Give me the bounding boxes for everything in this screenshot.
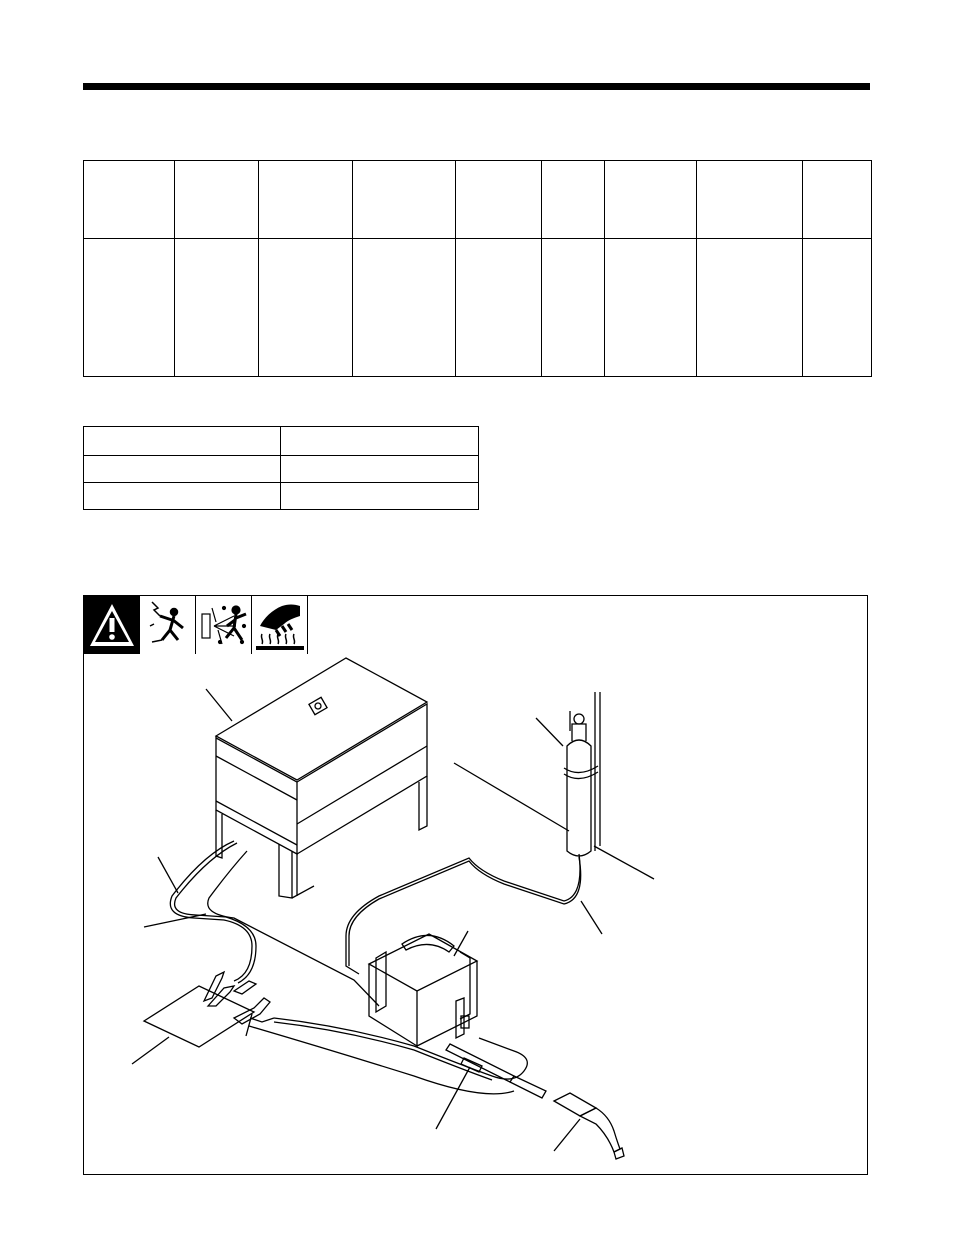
header-cell — [353, 161, 456, 239]
welding-power-source — [206, 658, 427, 898]
header-cell — [456, 161, 542, 239]
dimensions-table — [83, 426, 479, 510]
table-row — [84, 483, 479, 510]
header-cell — [803, 161, 872, 239]
table-cell — [281, 483, 479, 510]
power-cable — [208, 851, 379, 1006]
table-row — [84, 239, 872, 377]
welding-gun — [554, 1093, 624, 1159]
table-cell — [175, 239, 259, 377]
power-cable-leader — [144, 914, 206, 927]
header-cell — [259, 161, 353, 239]
work-cable-leader — [158, 857, 178, 893]
header-cell — [605, 161, 697, 239]
table-row — [84, 427, 479, 456]
wire-feeder — [369, 931, 477, 1046]
installation-figure — [83, 595, 868, 1175]
table-cell — [697, 239, 803, 377]
table-row — [84, 456, 479, 483]
table-cell — [456, 239, 542, 377]
equipment-setup-drawing — [84, 596, 869, 1176]
header-cell — [697, 161, 803, 239]
gas-hose — [346, 854, 580, 974]
table-cell — [84, 239, 175, 377]
header-cell — [175, 161, 259, 239]
feeder-cable-connector — [234, 998, 274, 1036]
gas-hose-leader — [581, 901, 602, 934]
table-cell — [281, 427, 479, 456]
header-cell — [84, 161, 175, 239]
table-cell — [259, 239, 353, 377]
table-cell — [803, 239, 872, 377]
table-cell — [84, 456, 281, 483]
header-cell — [542, 161, 605, 239]
wall-lines — [454, 692, 654, 879]
table-cell — [542, 239, 605, 377]
table-cell — [84, 483, 281, 510]
table-cell — [281, 456, 479, 483]
table-cell — [353, 239, 456, 377]
table-cell — [84, 427, 281, 456]
workpiece — [132, 986, 254, 1064]
table-header-row — [84, 161, 872, 239]
gas-cylinder — [536, 711, 598, 856]
table-cell — [605, 239, 697, 377]
specifications-table — [83, 160, 872, 377]
top-rule — [83, 83, 870, 90]
gun-connector — [436, 1044, 546, 1129]
